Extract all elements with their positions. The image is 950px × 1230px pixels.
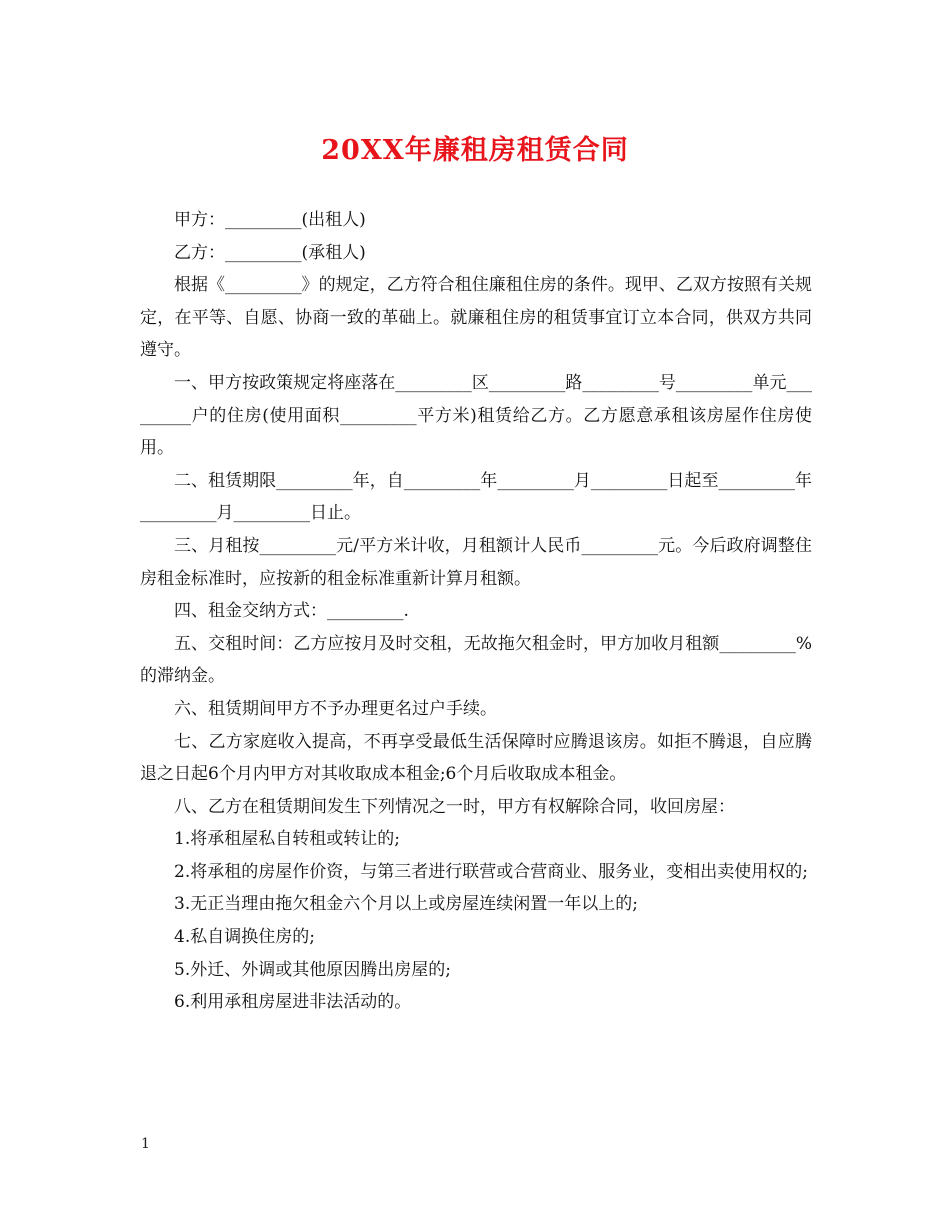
clause-2: 二、租赁期限_________年，自_________年_________月_________日起至_________年_________月_________日止。 <box>140 470 812 524</box>
clause-5: 五、交租时间：乙方应按月及时交租，无故拖欠租金时，甲方加收月租额_________%的滞纳金。 <box>140 633 812 687</box>
clause-8-item-2: 2.将承租的房屋作价资，与第三者进行联营或合营商业、服务业，变相出卖使用权的; <box>174 861 808 882</box>
clause-6: 六、租赁期间甲方不予办理更名过户手续。 <box>174 698 497 719</box>
page-number: 1 <box>141 1136 150 1152</box>
document-body <box>140 204 812 1019</box>
clause-8-item-6: 6.利用承租房屋进非法活动的。 <box>174 992 412 1013</box>
clause-1: 一、甲方按政策规定将座落在_________区_________路_________号_________单元_________户的住房(使用面积_________平方米)租赁给乙方。乙方愿意承租该房屋作住房使用。 <box>140 372 812 459</box>
clause-8-item-1: 1.将承租屋私自转租或转让的; <box>174 829 400 850</box>
clause-8-item-4: 4.私自调换住房的; <box>174 927 315 948</box>
party-a-line: 甲方：_________(出租人) <box>174 210 366 230</box>
clause-8-item-5: 5.外迁、外调或其他原因腾出房屋的; <box>174 959 451 980</box>
clause-4: 四、租金交纳方式：_________. <box>174 601 409 622</box>
clause-7: 七、乙方家庭收入提高，不再享受最低生活保障时应腾退该房。如拒不腾退，自应腾退之日起6个月内甲方对其收取成本租金;6个月后收取成本租金。 <box>140 731 812 785</box>
clause-3: 三、月租按_________元/平方米计收，月租额计人民币_________元。今后政府调整住房租金标准时，应按新的租金标准重新计算月租额。 <box>140 535 812 589</box>
party-b-line: 乙方：_________(承租人) <box>174 242 366 263</box>
clause-8-item-3: 3.无正当理由拖欠租金六个月以上或房屋连续闲置一年以上的; <box>174 894 638 915</box>
clause-8: 八、乙方在租赁期间发生下列情况之一时，甲方有权解除合同，收回房屋： <box>174 796 735 817</box>
document-title: 20XX年廉租房租赁合同 <box>321 135 629 166</box>
preamble-paragraph: 根据《_________》的规定，乙方符合租住廉租住房的条件。现甲、乙双方按照有关规定，在平等、自愿、协商一致的革础上。就廉租住房的租赁事宜订立本合同，供双方共同遵守。 <box>140 275 812 361</box>
